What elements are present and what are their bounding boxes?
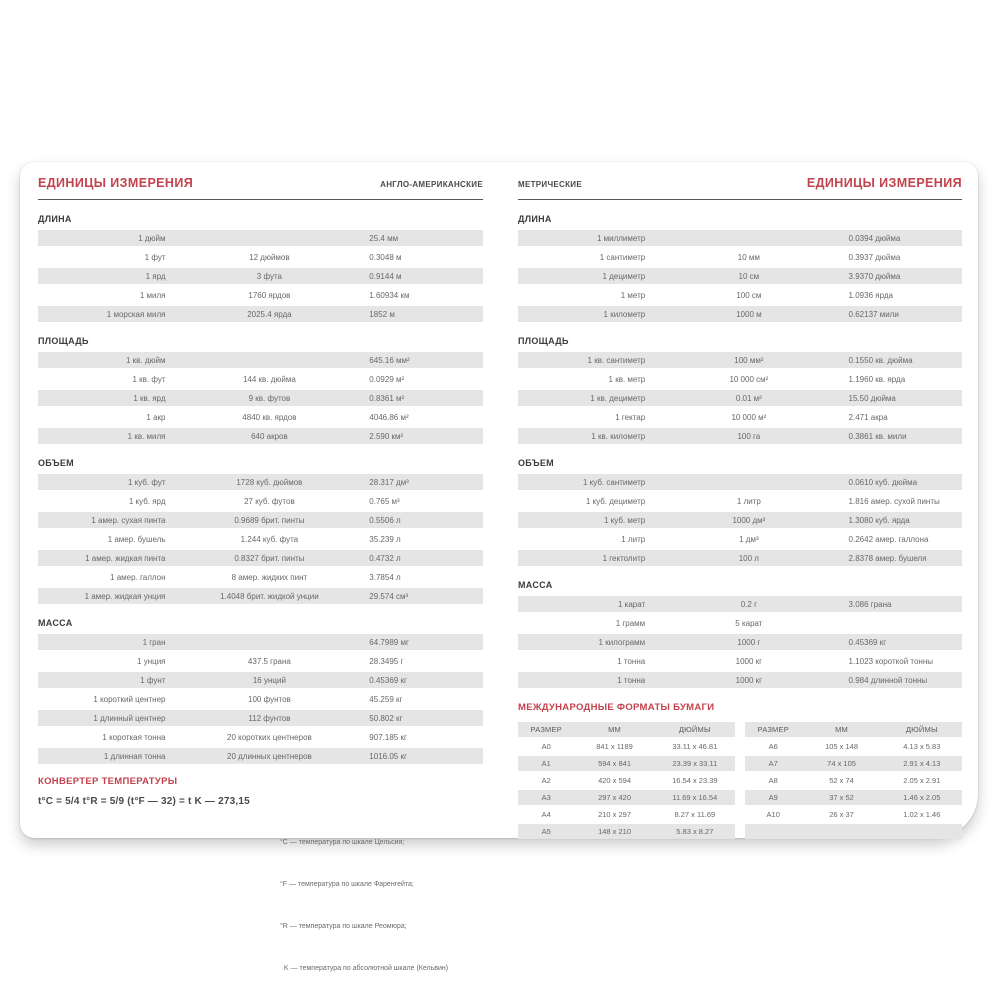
unit-cell: 1 дюйм (138, 233, 166, 243)
table-row (38, 710, 483, 726)
left-page (20, 162, 499, 972)
table-row (518, 615, 962, 631)
value-cell: 0.4732 л (369, 553, 401, 563)
paper-table-row (745, 773, 962, 788)
table-row (38, 493, 483, 509)
unit-cell: 1 метр (620, 290, 646, 300)
unit-cell: 1 кв. метр (608, 374, 646, 384)
value-cell: 1.60934 км (369, 290, 410, 300)
value-cell: 1.1960 кв. ярда (848, 374, 906, 384)
paper-table-row (745, 824, 962, 839)
size-cell: A3 (541, 793, 551, 802)
table-row (518, 493, 962, 509)
mm-cell: 841 x 1189 (596, 742, 633, 751)
corner-label-metric: МЕТРИЧЕСКИЕ (518, 180, 582, 189)
header-inches: ДЮЙМЫ (678, 725, 711, 734)
size-cell: A0 (541, 742, 551, 751)
temperature-notes (280, 796, 448, 996)
paper-table-row (518, 807, 735, 822)
table-row (518, 596, 962, 612)
size-cell: A7 (768, 759, 778, 768)
table-row (38, 352, 483, 368)
equivalent-cell: 144 кв. дюйма (242, 374, 296, 384)
value-cell: 3.9370 дюйма (848, 271, 901, 281)
unit-cell: 1 фут (144, 252, 166, 262)
size-cell: A2 (541, 776, 551, 785)
table-row (518, 306, 962, 322)
unit-cell: 1 километр (603, 309, 646, 319)
table-row (518, 249, 962, 265)
unit-cell: 1 короткая тонна (102, 732, 166, 742)
value-cell: 28.317 дм³ (369, 477, 409, 487)
table-row (38, 390, 483, 406)
page-title: ЕДИНИЦЫ ИЗМЕРЕНИЯ (38, 176, 194, 190)
value-cell: 0.9144 м (369, 271, 402, 281)
paper-formats-tables (518, 722, 962, 841)
value-cell: 29.574 см³ (369, 591, 409, 601)
table-row (38, 569, 483, 585)
table-row (518, 474, 962, 490)
value-cell: 0.0394 дюйма (848, 233, 901, 243)
value-cell: 35.239 л (369, 534, 401, 544)
equivalent-cell: 8 амер. жидких пинт (231, 572, 308, 582)
right-page (499, 162, 978, 838)
table-row (518, 550, 962, 566)
mm-cell: 420 x 594 (598, 776, 632, 785)
unit-cell: 1 кв. фут (132, 374, 166, 384)
inches-cell: 4.13 x 5.83 (903, 742, 941, 751)
table-row (518, 268, 962, 284)
header-mm: ММ (608, 725, 621, 734)
equivalent-cell: 1.244 куб. фута (240, 534, 299, 544)
value-cell: 0.3861 кв. мили (848, 431, 907, 441)
unit-cell: 1 кв. миля (127, 431, 166, 441)
unit-cell: 1 куб. дециметр (585, 496, 646, 506)
value-cell: 2.590 км² (369, 431, 404, 441)
section-area-right (518, 336, 962, 444)
unit-cell: 1 кв. ярд (133, 393, 166, 403)
paper-table-row (745, 756, 962, 771)
size-cell: A10 (766, 810, 780, 819)
temperature-note: °F — температура по шкале Фаренгейта; (280, 881, 414, 888)
table-row (518, 390, 962, 406)
unit-cell: 1 тонна (617, 675, 646, 685)
section-area-left (38, 336, 483, 444)
equivalent-cell: 100 см (736, 290, 762, 300)
size-cell: A6 (768, 742, 778, 751)
unit-cell: 1 амер. жидкая пинта (85, 553, 166, 563)
header-rule (518, 199, 962, 200)
inches-cell: 5.83 x 8.27 (676, 827, 714, 836)
section-mass-right (518, 580, 962, 688)
paper-formats-title: МЕЖДУНАРОДНЫЕ ФОРМАТЫ БУМАГИ (518, 702, 715, 713)
left-page-header (38, 176, 483, 191)
equivalent-cell: 1760 ярдов (248, 290, 291, 300)
mm-cell: 52 x 74 (829, 776, 854, 785)
unit-cell: 1 унция (137, 656, 166, 666)
unit-cell: 1 миля (139, 290, 166, 300)
unit-cell: 1 куб. сантиметр (583, 477, 646, 487)
equivalent-cell: 1000 кг (735, 656, 763, 666)
units-table (38, 634, 483, 764)
paper-formats-table-b (745, 722, 962, 841)
units-table (38, 230, 483, 322)
value-cell: 1852 м (369, 309, 395, 319)
section-title: ПЛОЩАДЬ (38, 336, 89, 346)
unit-cell: 1 миллиметр (596, 233, 646, 243)
table-row (38, 653, 483, 669)
unit-cell: 1 кв. дециметр (590, 393, 646, 403)
value-cell: 0.0610 куб. дюйма (848, 477, 918, 487)
inches-cell: 2.05 x 2.91 (903, 776, 941, 785)
paper-formats-table-a (518, 722, 735, 841)
unit-cell: 1 карат (618, 599, 646, 609)
equivalent-cell: 16 унций (252, 675, 286, 685)
table-row (518, 512, 962, 528)
inches-cell: 2.91 x 4.13 (903, 759, 941, 768)
unit-cell: 1 ярд (145, 271, 166, 281)
unit-cell: 1 амер. сухая пинта (91, 515, 166, 525)
table-row (518, 672, 962, 688)
temperature-converter-body (38, 796, 483, 996)
paper-table-row (745, 790, 962, 805)
paper-table-row (745, 807, 962, 822)
unit-cell: 1 кв. сантиметр (587, 355, 646, 365)
equivalent-cell: 10 мм (737, 252, 760, 262)
mm-cell: 37 x 52 (829, 793, 854, 802)
value-cell: 1016.05 кг (369, 751, 407, 761)
paper-table-row (518, 739, 735, 754)
units-table (518, 230, 962, 322)
inches-cell: 33.11 x 46.81 (672, 742, 718, 751)
table-row (38, 409, 483, 425)
unit-cell: 1 длинная тонна (103, 751, 166, 761)
equivalent-cell: 0.01 м² (735, 393, 762, 403)
section-title: ОБЪЕМ (518, 458, 554, 468)
mm-cell: 148 x 210 (598, 827, 632, 836)
mm-cell: 74 x 105 (827, 759, 856, 768)
table-row (38, 306, 483, 322)
page-title: ЕДИНИЦЫ ИЗМЕРЕНИЯ (806, 176, 962, 190)
unit-cell: 1 грамм (615, 618, 646, 628)
value-cell: 0.3937 дюйма (848, 252, 901, 262)
section-title: ПЛОЩАДЬ (518, 336, 569, 346)
unit-cell: 1 тонна (617, 656, 646, 666)
paper-table-row (518, 824, 735, 839)
table-row (518, 287, 962, 303)
table-row (38, 550, 483, 566)
equivalent-cell: 1000 г (737, 637, 761, 647)
section-title: ДЛИНА (38, 214, 72, 224)
paper-table-rows (518, 739, 735, 839)
header-mm: ММ (835, 725, 848, 734)
section-title: ОБЪЕМ (38, 458, 74, 468)
equivalent-cell: 0.9689 брит. пинты (234, 515, 305, 525)
notebook-spread (20, 162, 978, 972)
temperature-converter-title: КОНВЕРТЕР ТЕМПЕРАТУРЫ (38, 776, 178, 787)
table-row (38, 672, 483, 688)
value-cell: 50.802 кг (369, 713, 403, 723)
unit-cell: 1 дециметр (602, 271, 646, 281)
paper-table-row (518, 790, 735, 805)
header-inches: ДЮЙМЫ (905, 725, 938, 734)
section-length-right (518, 214, 962, 322)
mm-cell: 26 x 37 (829, 810, 854, 819)
unit-cell: 1 килограмм (598, 637, 646, 647)
value-cell: 3.086 грана (848, 599, 892, 609)
unit-cell: 1 литр (621, 534, 646, 544)
equivalent-cell: 1 дм³ (739, 534, 759, 544)
value-cell: 25.4 мм (369, 233, 399, 243)
size-cell: A4 (541, 810, 551, 819)
temperature-note: °R — температура по шкале Реомюра; (280, 923, 407, 930)
paper-table-rows (745, 739, 962, 839)
table-row (518, 230, 962, 246)
unit-cell: 1 гран (142, 637, 166, 647)
equivalent-cell: 1.4048 брит. жидкой унции (220, 591, 319, 601)
temperature-note: °C — температура по шкале Цельсия; (280, 839, 405, 846)
inches-cell: 23.39 x 33.11 (672, 759, 718, 768)
value-cell: 0.1550 кв. дюйма (848, 355, 913, 365)
equivalent-cell: 12 дюймов (249, 252, 290, 262)
equivalent-cell: 1 литр (736, 496, 761, 506)
unit-cell: 1 морская миля (106, 309, 166, 319)
value-cell: 2.8378 амер. бушеля (848, 553, 927, 563)
unit-cell: 1 амер. галлон (110, 572, 166, 582)
value-cell: 4046.86 м² (369, 412, 409, 422)
section-volume-right (518, 458, 962, 566)
value-cell: 1.816 амер. сухой пинты (848, 496, 940, 506)
equivalent-cell: 100 мм² (734, 355, 764, 365)
mm-cell: 297 x 420 (598, 793, 632, 802)
table-row (38, 428, 483, 444)
equivalent-cell: 9 кв. футов (248, 393, 291, 403)
table-row (38, 691, 483, 707)
table-row (38, 588, 483, 604)
unit-cell: 1 кв. километр (591, 431, 646, 441)
table-row (518, 352, 962, 368)
units-table (38, 474, 483, 604)
equivalent-cell: 4840 кв. ярдов (242, 412, 297, 422)
equivalent-cell: 1728 куб. дюймов (236, 477, 303, 487)
table-row (38, 474, 483, 490)
mm-cell: 594 x 841 (598, 759, 632, 768)
section-volume-left (38, 458, 483, 604)
section-title: МАССА (38, 618, 73, 628)
size-cell: A9 (768, 793, 778, 802)
units-table (38, 352, 483, 444)
value-cell: 0.0929 м² (369, 374, 405, 384)
paper-formats (518, 702, 962, 841)
equivalent-cell: 112 фунтов (248, 713, 291, 723)
paper-table-row (518, 756, 735, 771)
table-row (38, 729, 483, 745)
inches-cell: 11.69 x 16.54 (672, 793, 718, 802)
table-row (38, 249, 483, 265)
section-mass-left (38, 618, 483, 764)
table-row (38, 512, 483, 528)
unit-cell: 1 куб. фут (127, 477, 166, 487)
table-row (518, 634, 962, 650)
table-row (38, 371, 483, 387)
inches-cell: 16.54 x 23.39 (672, 776, 718, 785)
units-table (518, 352, 962, 444)
value-cell: 1.3080 куб. ярда (848, 515, 910, 525)
table-row (38, 287, 483, 303)
equivalent-cell: 1000 дм³ (732, 515, 766, 525)
equivalent-cell: 640 акров (251, 431, 288, 441)
table-row (518, 653, 962, 669)
corner-label-anglo-american: АНГЛО-АМЕРИКАНСКИЕ (380, 180, 483, 189)
equivalent-cell: 1000 м (736, 309, 762, 319)
equivalent-cell: 20 коротких центнеров (227, 732, 312, 742)
unit-cell: 1 куб. ярд (128, 496, 166, 506)
unit-cell: 1 гектолитр (602, 553, 646, 563)
table-row (38, 230, 483, 246)
unit-cell: 1 фунт (140, 675, 166, 685)
equivalent-cell: 10 см (738, 271, 760, 281)
value-cell: 45.259 кг (369, 694, 403, 704)
paper-table-row (518, 773, 735, 788)
table-row (518, 531, 962, 547)
equivalent-cell: 2025.4 ярда (247, 309, 292, 319)
inches-cell: 8.27 x 11.69 (674, 810, 716, 819)
unit-cell: 1 кв. дюйм (125, 355, 166, 365)
value-cell: 64.7989 мг (369, 637, 409, 647)
table-row (38, 531, 483, 547)
value-cell: 907.185 кг (369, 732, 407, 742)
unit-cell: 1 амер. бушель (107, 534, 166, 544)
value-cell: 645.16 мм² (369, 355, 410, 365)
unit-cell: 1 длинный центнер (93, 713, 166, 723)
unit-cell: 1 сантиметр (599, 252, 646, 262)
header-size: РАЗМЕР (530, 725, 562, 734)
unit-cell: 1 гектар (615, 412, 646, 422)
equivalent-cell: 100 л (738, 553, 759, 563)
inches-cell: 1.02 x 1.46 (903, 810, 941, 819)
equivalent-cell: 3 фута (256, 271, 282, 281)
value-cell: 0.8361 м² (369, 393, 405, 403)
value-cell: 0.765 м³ (369, 496, 400, 506)
size-cell: A1 (541, 759, 551, 768)
equivalent-cell: 100 га (737, 431, 761, 441)
units-table (518, 474, 962, 566)
equivalent-cell: 0.8327 брит. пинты (234, 553, 305, 563)
equivalent-cell: 5 карат (735, 618, 763, 628)
equivalent-cell: 1000 кг (735, 675, 763, 685)
paper-table-row (745, 739, 962, 754)
value-cell: 0.62137 мили (848, 309, 899, 319)
value-cell: 28.3495 г (369, 656, 404, 666)
table-row (38, 634, 483, 650)
equivalent-cell: 10 000 м² (731, 412, 767, 422)
unit-cell: 1 амер. жидкая унция (84, 591, 166, 601)
unit-cell: 1 короткий центнер (93, 694, 166, 704)
unit-cell: 1 акр (146, 412, 166, 422)
value-cell: 1.1023 короткой тонны (848, 656, 934, 666)
value-cell: 0.5506 л (369, 515, 401, 525)
value-cell: 0.45369 кг (369, 675, 407, 685)
value-cell: 0.2642 амер. галлона (848, 534, 929, 544)
equivalent-cell: 100 фунтов (248, 694, 291, 704)
value-cell: 2.471 акра (848, 412, 888, 422)
equivalent-cell: 10 000 см² (729, 374, 769, 384)
units-table (518, 596, 962, 688)
table-row (518, 409, 962, 425)
temperature-note: K — температура по абсолютной шкале (Кельвин) (280, 965, 449, 972)
temperature-converter (38, 776, 483, 996)
table-row (518, 371, 962, 387)
value-cell: 0.45369 кг (848, 637, 887, 647)
equivalent-cell: 27 куб. футов (244, 496, 295, 506)
header-size: РАЗМЕР (757, 725, 789, 734)
section-title: ДЛИНА (518, 214, 552, 224)
size-cell: A8 (768, 776, 778, 785)
inches-cell: 1.46 x 2.05 (903, 793, 941, 802)
value-cell: 15.50 дюйма (848, 393, 896, 403)
table-row (38, 748, 483, 764)
section-title: МАССА (518, 580, 553, 590)
unit-cell: 1 куб. метр (604, 515, 646, 525)
header-rule (38, 199, 483, 200)
table-row (518, 428, 962, 444)
size-cell: A5 (541, 827, 551, 836)
table-row (38, 268, 483, 284)
equivalent-cell: 0.2 г (740, 599, 757, 609)
paper-table-header (745, 722, 962, 737)
paper-table-header (518, 722, 735, 737)
equivalent-cell: 437.5 грана (247, 656, 291, 666)
value-cell: 3.7854 л (369, 572, 401, 582)
mm-cell: 210 x 297 (598, 810, 632, 819)
section-length-left (38, 214, 483, 322)
value-cell: 1.0936 ярда (848, 290, 893, 300)
value-cell: 0.3048 м (369, 252, 402, 262)
equivalent-cell: 20 длинных центнеров (227, 751, 312, 761)
value-cell: 0.984 длинной тонны (848, 675, 928, 685)
mm-cell: 105 x 148 (825, 742, 859, 751)
right-page-header (518, 176, 962, 191)
temperature-formula: t°C = 5/4 t°R = 5/9 (t°F — 32) = t K — 273,15 (38, 796, 250, 807)
